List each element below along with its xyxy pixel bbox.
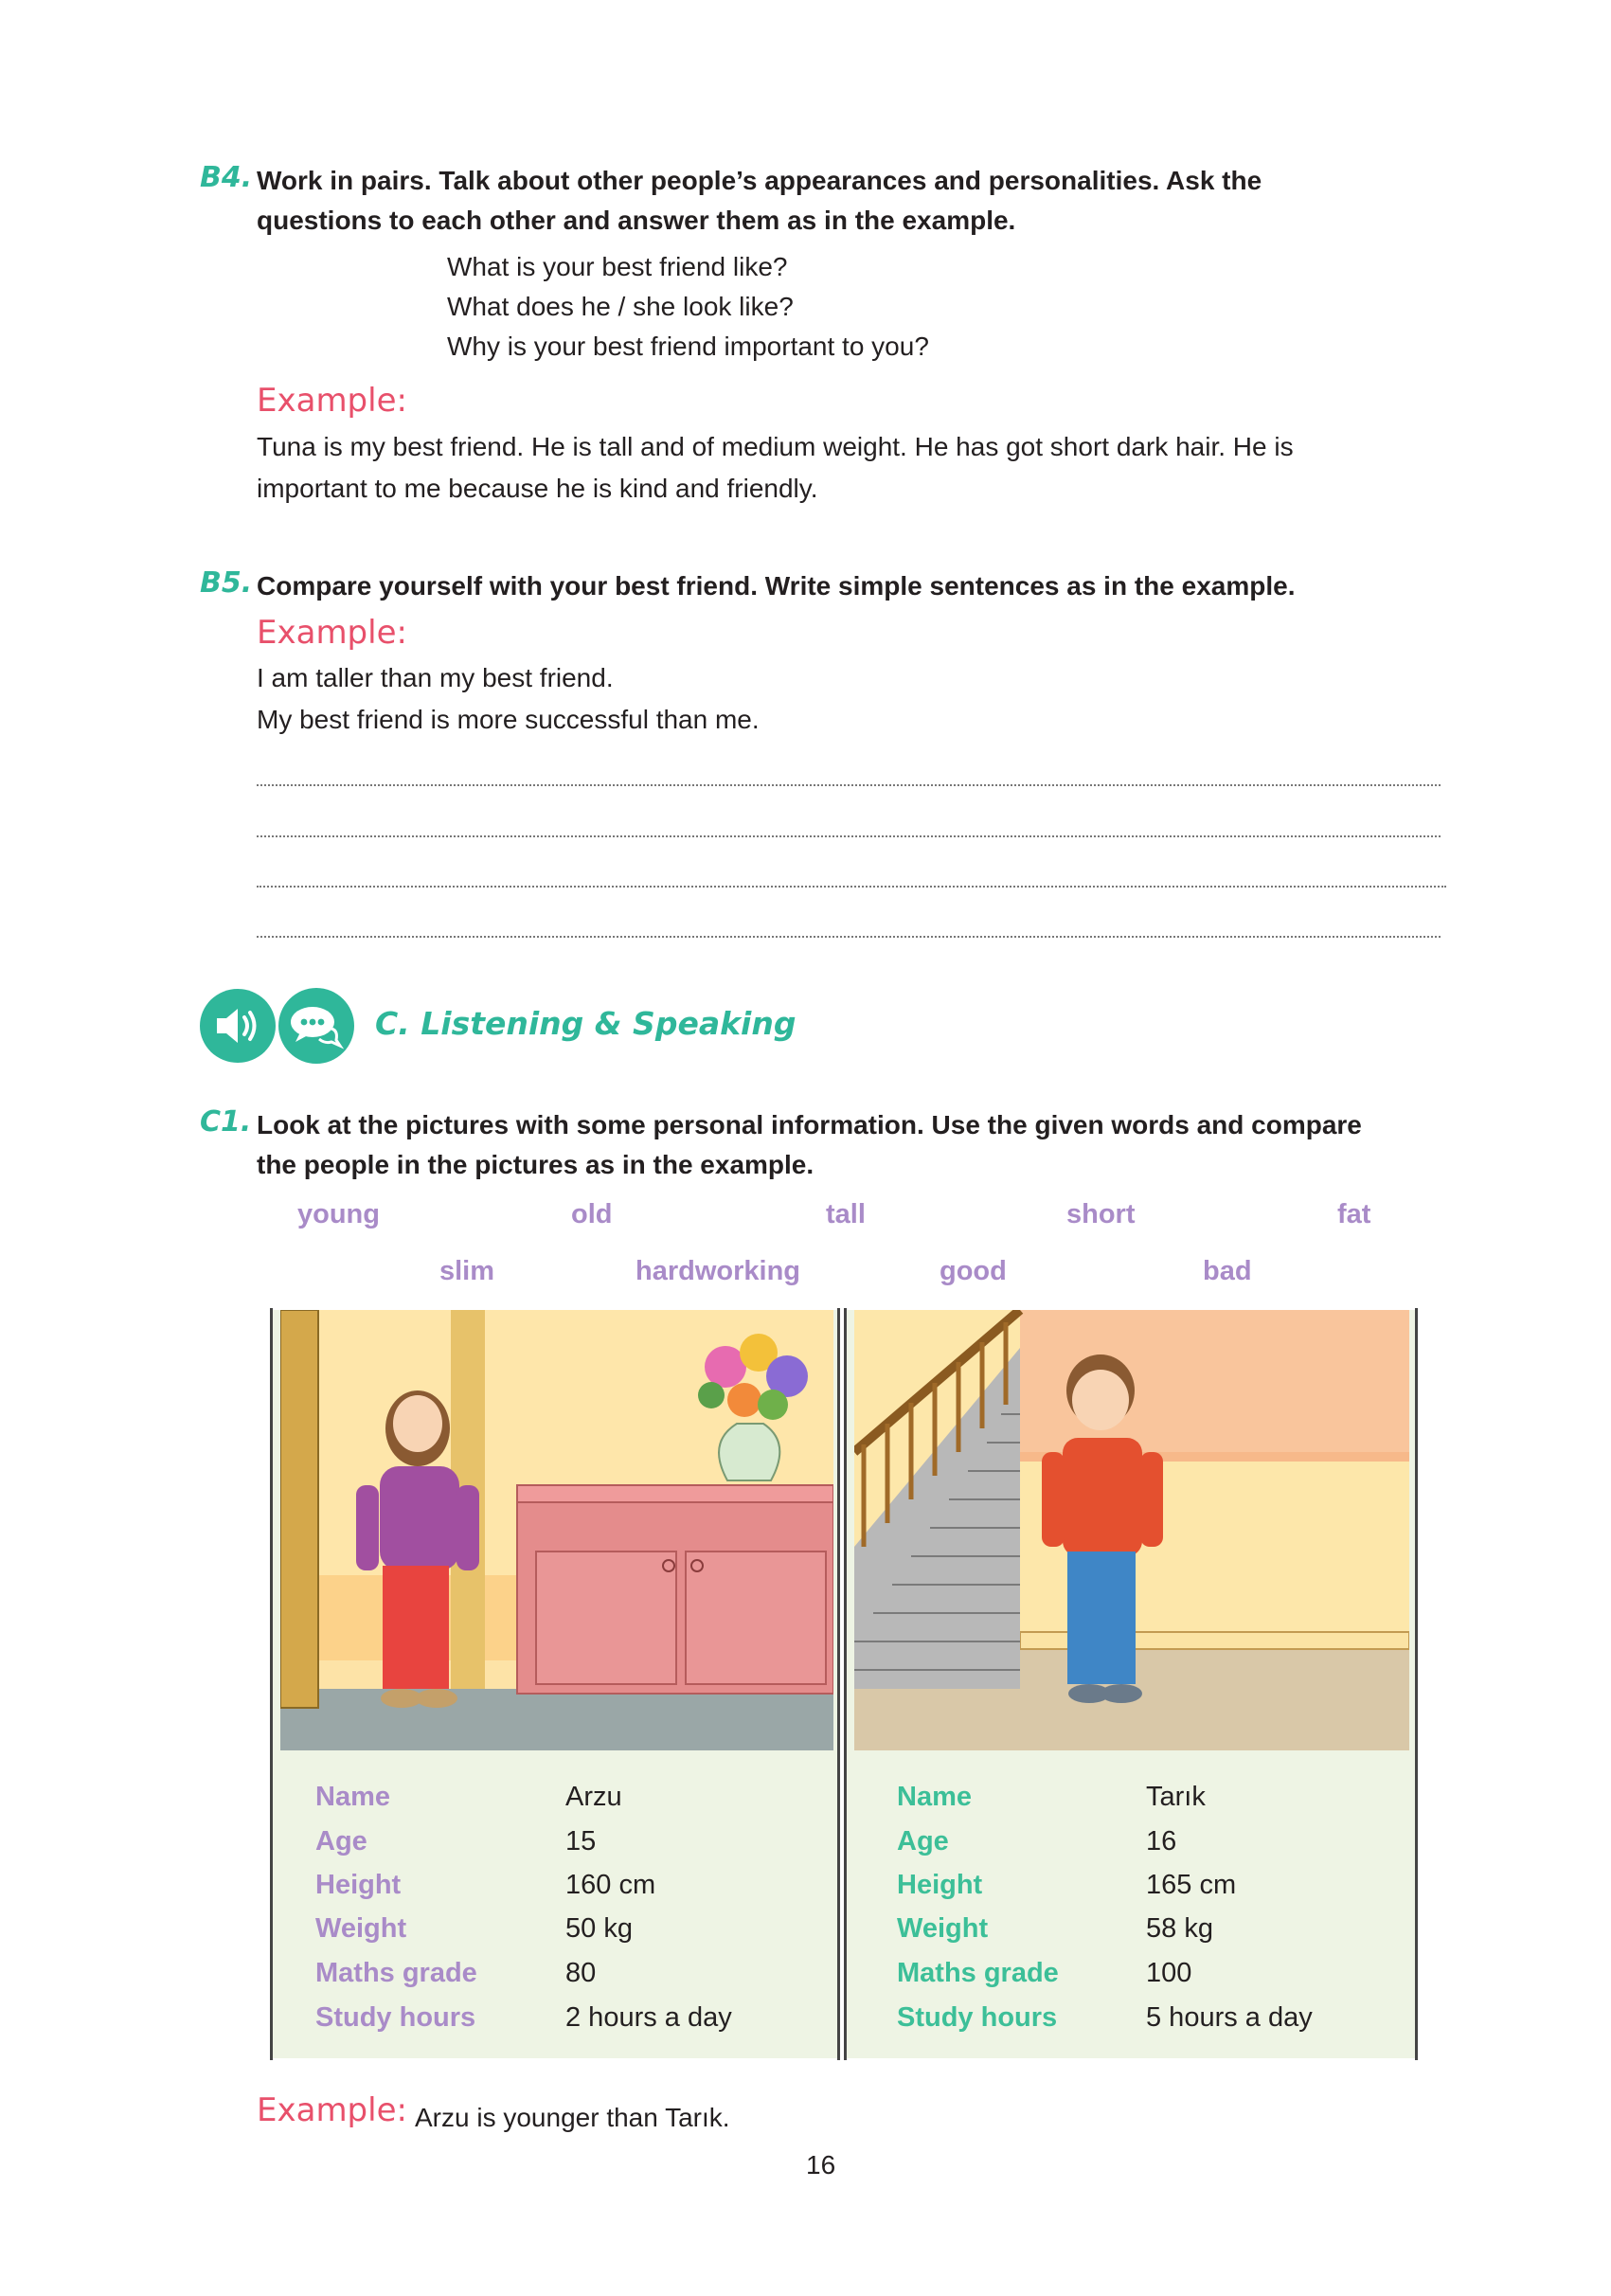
arzu-val-weight: 50 kg [565,1913,633,1944]
panel-divider-1 [837,1308,840,2060]
tarik-key-weight: Weight [897,1913,989,1944]
c1-instruction-1: Look at the pictures with some personal information. Use the given words and compare [257,1110,1362,1139]
tarik-val-maths-grade: 100 [1146,1958,1192,1988]
answer-line-3[interactable] [257,886,1446,888]
answer-line-2[interactable] [257,835,1441,837]
b5-example-line-1: I am taller than my best friend. [257,663,614,692]
b4-question-2: What does he / she look like? [447,292,794,321]
word-short: short [1066,1199,1136,1229]
word-hardworking: hardworking [635,1256,801,1286]
arzu-key-name: Name [315,1782,390,1812]
word-young: young [297,1199,380,1229]
speaker-icon [200,989,276,1063]
b4-instruction-1: Work in pairs. Talk about other people’s appearances and personalities. Ask the [257,166,1262,195]
word-fat: fat [1337,1199,1371,1229]
arzu-val-study-hours: 2 hours a day [565,2002,732,2033]
word-tall: tall [826,1199,866,1229]
tarik-val-height: 165 cm [1146,1870,1237,1900]
tarik-panel [847,1310,1415,2058]
b4-label: B4. [200,161,253,194]
b4-example-line-1: Tuna is my best friend. He is tall and of medium weight. He has got short dark hair. He is [257,432,1294,461]
arzu-val-name: Arzu [565,1782,622,1812]
tarik-key-age: Age [897,1826,949,1857]
tarik-key-maths-grade: Maths grade [897,1958,1059,1988]
b5-instruction: Compare yourself with your best friend. Write simple sentences as in the example. [257,571,1296,601]
tarik-val-name: Tarık [1146,1782,1206,1812]
tarik-val-weight: 58 kg [1146,1913,1213,1944]
arzu-key-study-hours: Study hours [315,2002,476,2033]
b5-example-line-2: My best friend is more successful than me. [257,705,760,734]
answer-line-1[interactable] [257,784,1441,786]
arzu-val-maths-grade: 80 [565,1958,597,1988]
tarik-key-name: Name [897,1782,972,1812]
word-bad: bad [1203,1256,1252,1286]
c1-instruction-2: the people in the pictures as in the example. [257,1150,814,1179]
b4-example-line-2: important to me because he is kind and friendly. [257,474,818,503]
arzu-key-maths-grade: Maths grade [315,1958,477,1988]
arzu-val-age: 15 [565,1826,597,1857]
c1-example-label: Example: [257,2091,407,2129]
tarik-picture [854,1310,1409,1750]
panel-border-right [1415,1308,1418,2060]
b4-question-1: What is your best friend like? [447,252,788,281]
word-good: good [940,1256,1007,1286]
b5-label: B5. [200,566,253,600]
b5-example-label: Example: [257,614,407,652]
speech-bubble-icon [277,987,355,1065]
arzu-val-height: 160 cm [565,1870,656,1900]
answer-line-4[interactable] [257,936,1441,938]
word-old: old [571,1199,613,1229]
b4-instruction-2: questions to each other and answer them as in the example. [257,206,1016,235]
arzu-key-age: Age [315,1826,367,1857]
word-slim: slim [439,1256,495,1286]
section-c-title: C. Listening & Speaking [375,1005,797,1042]
tarik-val-age: 16 [1146,1826,1177,1857]
page-number: 16 [806,2150,836,2179]
c1-label: C1. [200,1105,252,1139]
arzu-key-height: Height [315,1870,402,1900]
c1-example-text: Arzu is younger than Tarık. [415,2103,730,2132]
tarik-key-study-hours: Study hours [897,2002,1058,2033]
arzu-panel [273,1310,837,2058]
b4-example-label: Example: [257,382,407,420]
arzu-key-weight: Weight [315,1913,407,1944]
tarik-key-height: Height [897,1870,983,1900]
b4-question-3: Why is your best friend important to you? [447,332,929,361]
tarik-val-study-hours: 5 hours a day [1146,2002,1313,2033]
arzu-picture [280,1310,833,1750]
